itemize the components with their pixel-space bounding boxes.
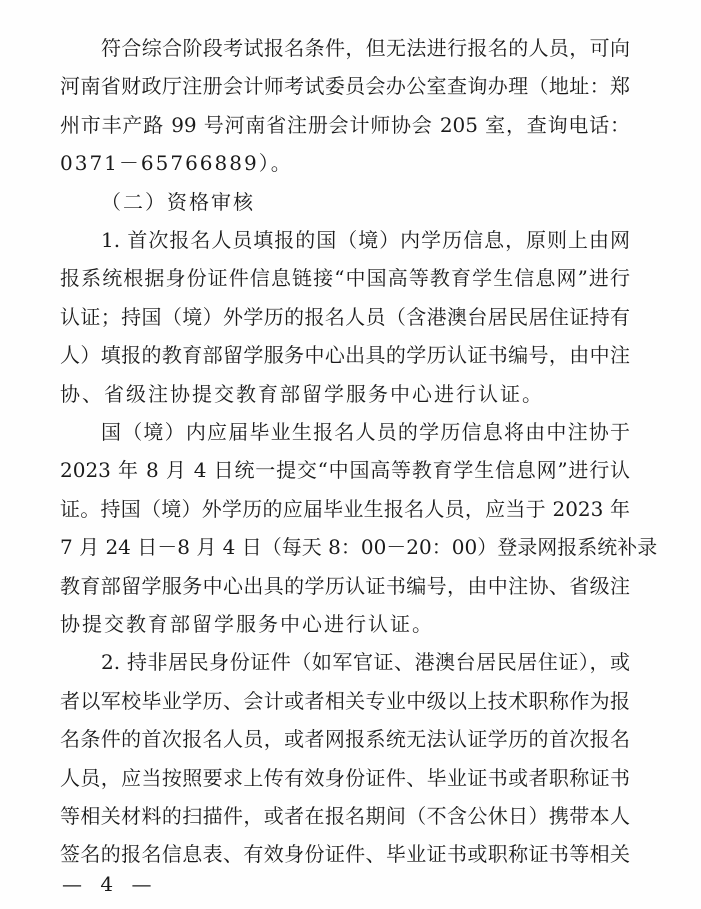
text-line: 符合综合阶段考试报名条件，但无法进行报名的人员，可向 bbox=[101, 36, 630, 60]
text-line: 证。持国（境）外学历的应届毕业生报名人员，应当于 2023 年 bbox=[60, 496, 630, 521]
text-line: 签名的报名信息表、有效身份证件、毕业证书或职称证书等相关 bbox=[60, 842, 630, 867]
section-heading: （二）资格审核 bbox=[101, 189, 255, 214]
text-line: 0371－65766889）。 bbox=[60, 151, 293, 176]
text-line: 7 月 24 日－8 月 4 日（每天 8：00－20：00）登录网报系统补录 bbox=[60, 535, 658, 560]
text-line: 州市丰产路 99 号河南省注册会计师协会 205 室，查询电话： bbox=[60, 112, 630, 137]
text-line: 1. 首次报名人员填报的国（境）内学历信息，原则上由网 bbox=[101, 228, 630, 252]
text-line: 名条件的首次报名人员，或者网报系统无法认证学历的首次报名 bbox=[60, 727, 630, 752]
text-line: 等相关材料的扫描件，或者在报名期间（不含公休日）携带本人 bbox=[60, 804, 630, 828]
text-line: 报系统根据身份证件信息链接“中国高等教育学生信息网”进行 bbox=[60, 266, 630, 291]
text-line: 人员，应当按照要求上传有效身份证件、毕业证书或者职称证书 bbox=[60, 765, 630, 790]
text-line: 教育部留学服务中心出具的学历认证书编号，由中注协、省级注 bbox=[60, 573, 630, 598]
text-line: 2. 持非居民身份证件（如军官证、港澳台居民居住证），或 bbox=[101, 650, 630, 675]
page-number: — 4 — bbox=[62, 872, 158, 896]
text-line: 者以军校毕业学历、会计或者相关专业中级以上技术职称作为报 bbox=[60, 688, 630, 713]
text-line: 河南省财政厅注册会计师考试委员会办公室查询办理（地址：郑 bbox=[60, 74, 630, 99]
text-line: 协、省级注协提交教育部留学服务中心进行认证。 bbox=[60, 381, 544, 406]
text-line: 协提交教育部留学服务中心进行认证。 bbox=[60, 612, 434, 636]
text-line: 国（境）内应届毕业生报名人员的学历信息将由中注协于 bbox=[101, 420, 630, 444]
text-line: 2023 年 8 月 4 日统一提交“中国高等教育学生信息网”进行认 bbox=[60, 458, 630, 483]
text-line: 人）填报的教育部留学服务中心出具的学历认证书编号，由中注 bbox=[60, 343, 630, 368]
text-line: 认证；持国（境）外学历的报名人员（含港澳台居民居住证持有 bbox=[60, 304, 630, 329]
